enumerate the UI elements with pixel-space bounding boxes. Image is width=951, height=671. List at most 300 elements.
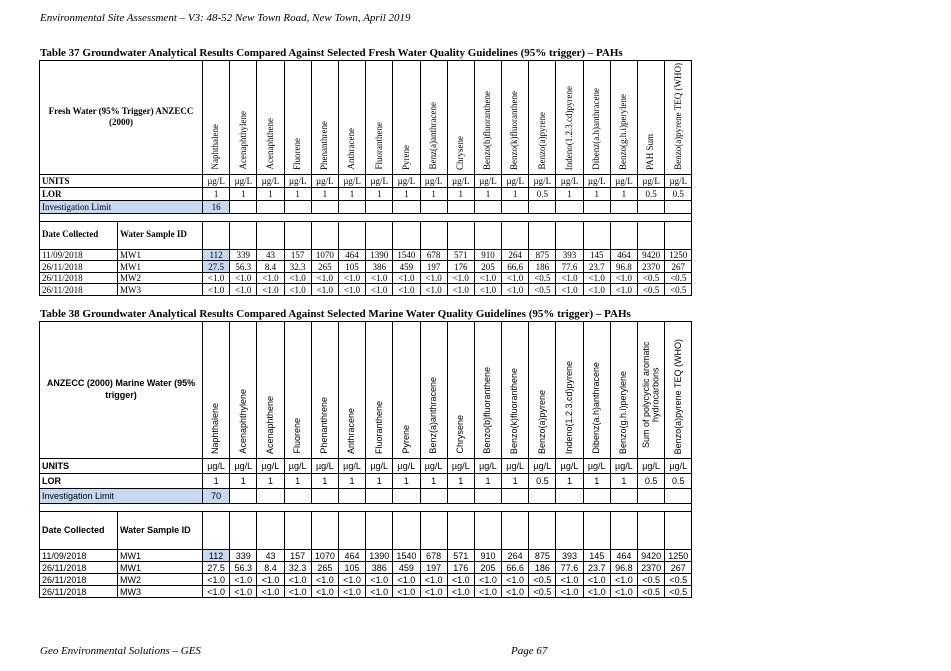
result-cell: 32.3 bbox=[284, 261, 311, 273]
result-cell: 678 bbox=[420, 550, 447, 562]
result-cell: 27.5 bbox=[203, 261, 230, 273]
lor-cell: 1 bbox=[338, 474, 365, 489]
analyte-header: Benzo(a)pyrene TEQ (WHO) bbox=[665, 61, 692, 175]
empty-header-cell bbox=[474, 512, 501, 550]
unit-cell: µg/L bbox=[366, 174, 393, 187]
lor-cell: 1 bbox=[610, 187, 637, 200]
result-cell: <1.0 bbox=[420, 272, 447, 284]
empty-header-cell bbox=[420, 221, 447, 249]
result-cell: 910 bbox=[474, 249, 501, 261]
lor-cell: 1 bbox=[502, 474, 529, 489]
empty-header-cell bbox=[447, 512, 474, 550]
empty-header-cell bbox=[610, 512, 637, 550]
analyte-header: PAH Sum bbox=[638, 61, 665, 175]
result-cell: 32.3 bbox=[284, 562, 311, 574]
result-cell: 459 bbox=[393, 562, 420, 574]
result-cell: <0.5 bbox=[665, 574, 692, 586]
investigation-limit-cell bbox=[230, 489, 257, 504]
result-cell: 264 bbox=[502, 249, 529, 261]
unit-cell: µg/L bbox=[502, 174, 529, 187]
result-cell: 205 bbox=[474, 562, 501, 574]
result-cell: <1.0 bbox=[420, 284, 447, 296]
lor-cell: 1 bbox=[203, 474, 230, 489]
result-cell: <1.0 bbox=[338, 574, 365, 586]
unit-cell: µg/L bbox=[311, 174, 338, 187]
investigation-limit-cell bbox=[556, 200, 583, 213]
analyte-header: Fluorene bbox=[284, 322, 311, 459]
units-label: UNITS bbox=[40, 459, 203, 474]
result-cell: <1.0 bbox=[311, 574, 338, 586]
empty-header-cell bbox=[610, 221, 637, 249]
empty-header-cell bbox=[447, 221, 474, 249]
empty-header-cell bbox=[556, 512, 583, 550]
analyte-header: Acenaphthene bbox=[257, 61, 284, 175]
analyte-header: Anthracene bbox=[338, 322, 365, 459]
result-cell: <0.5 bbox=[665, 586, 692, 598]
investigation-limit-cell bbox=[393, 200, 420, 213]
date-cell: 11/09/2018 bbox=[40, 249, 118, 261]
result-cell: 197 bbox=[420, 261, 447, 273]
lor-cell: 1 bbox=[610, 474, 637, 489]
result-cell: <1.0 bbox=[556, 586, 583, 598]
empty-header-cell bbox=[311, 221, 338, 249]
result-cell: <1.0 bbox=[230, 574, 257, 586]
page-header: Environmental Site Assessment – V3: 48-52 New Town Road, New Town, April 2019 bbox=[40, 12, 411, 24]
analyte-header: Benz(a)anthracene bbox=[420, 61, 447, 175]
empty-header-cell bbox=[284, 512, 311, 550]
investigation-limit-cell bbox=[502, 489, 529, 504]
unit-cell: µg/L bbox=[474, 174, 501, 187]
result-cell: 186 bbox=[529, 562, 556, 574]
date-cell: 26/11/2018 bbox=[40, 574, 118, 586]
empty-header-cell bbox=[583, 221, 610, 249]
empty-header-cell bbox=[638, 221, 665, 249]
lor-label: LOR bbox=[40, 474, 203, 489]
analyte-header: Dibenz(a.h)anthracene bbox=[583, 322, 610, 459]
result-cell: 459 bbox=[393, 261, 420, 273]
unit-cell: µg/L bbox=[338, 174, 365, 187]
lor-cell: 1 bbox=[311, 187, 338, 200]
lor-cell: 0.5 bbox=[529, 187, 556, 200]
empty-header-cell bbox=[474, 221, 501, 249]
result-cell: <1.0 bbox=[447, 272, 474, 284]
analyte-header: Phenanthrene bbox=[311, 61, 338, 175]
result-cell: <1.0 bbox=[311, 272, 338, 284]
unit-cell: µg/L bbox=[230, 459, 257, 474]
result-cell: 205 bbox=[474, 261, 501, 273]
sample-id-cell: MW1 bbox=[118, 550, 203, 562]
unit-cell: µg/L bbox=[393, 174, 420, 187]
unit-cell: µg/L bbox=[230, 174, 257, 187]
result-cell: <1.0 bbox=[556, 284, 583, 296]
lor-label: LOR bbox=[40, 187, 203, 200]
lor-cell: 0.5 bbox=[638, 187, 665, 200]
result-cell: <1.0 bbox=[393, 272, 420, 284]
result-cell: <1.0 bbox=[502, 574, 529, 586]
empty-header-cell bbox=[366, 221, 393, 249]
lor-cell: 1 bbox=[257, 187, 284, 200]
analyte-header: Benzo(a)pyrene TEQ (WHO) bbox=[665, 322, 692, 459]
unit-cell: µg/L bbox=[502, 459, 529, 474]
date-cell: 26/11/2018 bbox=[40, 562, 118, 574]
footer-page-number: Page 67 bbox=[511, 645, 548, 657]
investigation-limit-cell bbox=[393, 489, 420, 504]
result-cell: <1.0 bbox=[556, 574, 583, 586]
empty-header-cell bbox=[203, 221, 230, 249]
result-cell: <1.0 bbox=[556, 272, 583, 284]
investigation-limit-cell bbox=[610, 489, 637, 504]
investigation-limit-cell bbox=[474, 489, 501, 504]
sample-id-header: Water Sample ID bbox=[118, 221, 203, 249]
empty-header-cell bbox=[665, 221, 692, 249]
result-cell: 176 bbox=[447, 261, 474, 273]
empty-header-cell bbox=[502, 221, 529, 249]
result-cell: 464 bbox=[338, 249, 365, 261]
empty-header-cell bbox=[257, 221, 284, 249]
sample-id-cell: MW1 bbox=[118, 249, 203, 261]
unit-cell: µg/L bbox=[338, 459, 365, 474]
empty-header-cell bbox=[230, 512, 257, 550]
result-cell: <1.0 bbox=[583, 272, 610, 284]
empty-header-cell bbox=[338, 512, 365, 550]
lor-cell: 1 bbox=[556, 474, 583, 489]
investigation-limit-cell bbox=[311, 489, 338, 504]
analyte-header: Dibenz(a.h)anthracene bbox=[583, 61, 610, 175]
analyte-header: Chrysene bbox=[447, 322, 474, 459]
result-cell: <1.0 bbox=[203, 284, 230, 296]
unit-cell: µg/L bbox=[638, 174, 665, 187]
result-cell: 186 bbox=[529, 261, 556, 273]
investigation-limit-cell bbox=[529, 489, 556, 504]
result-cell: <1.0 bbox=[366, 272, 393, 284]
spacer-row bbox=[40, 504, 692, 512]
result-cell: 1250 bbox=[665, 249, 692, 261]
analyte-header: Benzo(g.h.i)perylene bbox=[610, 61, 637, 175]
result-cell: <0.5 bbox=[529, 586, 556, 598]
result-cell: <1.0 bbox=[610, 574, 637, 586]
lor-cell: 1 bbox=[257, 474, 284, 489]
lor-cell: 1 bbox=[502, 187, 529, 200]
marine-water-results-table bbox=[39, 321, 692, 598]
result-cell: 27.5 bbox=[203, 562, 230, 574]
result-cell: <0.5 bbox=[638, 586, 665, 598]
result-cell: <1.0 bbox=[502, 272, 529, 284]
unit-cell: µg/L bbox=[638, 459, 665, 474]
result-cell: <1.0 bbox=[366, 586, 393, 598]
result-cell: 66.6 bbox=[502, 562, 529, 574]
investigation-limit-cell bbox=[638, 200, 665, 213]
result-cell: 386 bbox=[366, 261, 393, 273]
sample-id-cell: MW2 bbox=[118, 574, 203, 586]
result-cell: <0.5 bbox=[638, 574, 665, 586]
unit-cell: µg/L bbox=[474, 459, 501, 474]
result-cell: <0.5 bbox=[665, 284, 692, 296]
empty-header-cell bbox=[502, 512, 529, 550]
result-cell: <1.0 bbox=[366, 284, 393, 296]
result-cell: 678 bbox=[420, 249, 447, 261]
result-cell: <1.0 bbox=[474, 574, 501, 586]
result-cell: <1.0 bbox=[502, 284, 529, 296]
analyte-header: Indeno(1.2.3.cd)pyrene bbox=[556, 61, 583, 175]
result-cell: <1.0 bbox=[610, 272, 637, 284]
analyte-header: Benzo(a)pyrene bbox=[529, 61, 556, 175]
result-cell: <1.0 bbox=[502, 586, 529, 598]
result-cell: 464 bbox=[610, 249, 637, 261]
result-cell: 8.4 bbox=[257, 261, 284, 273]
unit-cell: µg/L bbox=[583, 174, 610, 187]
result-cell: 1540 bbox=[393, 550, 420, 562]
fresh-water-results-table bbox=[39, 60, 692, 296]
table-row bbox=[40, 249, 692, 261]
result-cell: <1.0 bbox=[393, 284, 420, 296]
empty-header-cell bbox=[203, 512, 230, 550]
investigation-limit-cell: 70 bbox=[203, 489, 230, 504]
empty-header-cell bbox=[529, 512, 556, 550]
result-cell: 1250 bbox=[665, 550, 692, 562]
result-cell: <0.5 bbox=[638, 284, 665, 296]
table-row bbox=[40, 574, 692, 586]
result-cell: 197 bbox=[420, 562, 447, 574]
result-cell: <1.0 bbox=[474, 272, 501, 284]
result-cell: 145 bbox=[583, 550, 610, 562]
unit-cell: µg/L bbox=[420, 174, 447, 187]
table38-caption: Table 38 Groundwater Analytical Results Compared Against Selected Marine Water Quality Guidelines (95% trigger) – PAHs bbox=[40, 308, 631, 320]
result-cell: <1.0 bbox=[338, 272, 365, 284]
result-cell: 393 bbox=[556, 550, 583, 562]
empty-header-cell bbox=[366, 512, 393, 550]
investigation-limit-cell bbox=[366, 200, 393, 213]
result-cell: 56.3 bbox=[230, 562, 257, 574]
empty-header-cell bbox=[338, 221, 365, 249]
result-cell: 23.7 bbox=[583, 562, 610, 574]
result-cell: <1.0 bbox=[257, 586, 284, 598]
result-cell: <1.0 bbox=[338, 586, 365, 598]
table-row bbox=[40, 586, 692, 598]
empty-header-cell bbox=[257, 512, 284, 550]
investigation-limit-label: Investigation Limit bbox=[40, 489, 118, 504]
unit-cell: µg/L bbox=[284, 459, 311, 474]
result-cell: <1.0 bbox=[311, 586, 338, 598]
investigation-limit-cell bbox=[447, 489, 474, 504]
investigation-limit-cell bbox=[583, 489, 610, 504]
unit-cell: µg/L bbox=[665, 459, 692, 474]
result-cell: <1.0 bbox=[420, 586, 447, 598]
result-cell: 23.7 bbox=[583, 261, 610, 273]
unit-cell: µg/L bbox=[203, 174, 230, 187]
lor-cell: 1 bbox=[338, 187, 365, 200]
investigation-limit-cell bbox=[610, 200, 637, 213]
lor-cell: 1 bbox=[447, 187, 474, 200]
unit-cell: µg/L bbox=[203, 459, 230, 474]
result-cell: <1.0 bbox=[230, 284, 257, 296]
analyte-header: Pyrene bbox=[393, 322, 420, 459]
result-cell: 105 bbox=[338, 261, 365, 273]
unit-cell: µg/L bbox=[529, 174, 556, 187]
investigation-limit-cell bbox=[311, 200, 338, 213]
result-cell: <1.0 bbox=[393, 586, 420, 598]
result-cell: <1.0 bbox=[257, 574, 284, 586]
lor-cell: 1 bbox=[366, 187, 393, 200]
result-cell: 2370 bbox=[638, 562, 665, 574]
footer-company: Geo Environmental Solutions – GES bbox=[40, 645, 201, 657]
analyte-header: Benzo(g.h.i)perylene bbox=[610, 322, 637, 459]
result-cell: <1.0 bbox=[284, 284, 311, 296]
unit-cell: µg/L bbox=[556, 174, 583, 187]
date-cell: 26/11/2018 bbox=[40, 284, 118, 296]
result-cell: 264 bbox=[502, 550, 529, 562]
investigation-limit-cell bbox=[338, 489, 365, 504]
investigation-limit-cell bbox=[447, 200, 474, 213]
investigation-limit-spacer bbox=[118, 489, 203, 504]
result-cell: <1.0 bbox=[203, 574, 230, 586]
result-cell: <1.0 bbox=[230, 586, 257, 598]
analyte-header: Benzo(b)fluoranthene bbox=[474, 322, 501, 459]
lor-cell: 1 bbox=[583, 474, 610, 489]
unit-cell: µg/L bbox=[556, 459, 583, 474]
investigation-limit-cell bbox=[257, 489, 284, 504]
result-cell: <1.0 bbox=[393, 574, 420, 586]
lor-cell: 1 bbox=[447, 474, 474, 489]
result-cell: 77.6 bbox=[556, 261, 583, 273]
investigation-limit-cell bbox=[284, 200, 311, 213]
result-cell: 105 bbox=[338, 562, 365, 574]
investigation-limit-cell bbox=[638, 489, 665, 504]
empty-header-cell bbox=[583, 512, 610, 550]
result-cell: 96.8 bbox=[610, 261, 637, 273]
date-cell: 26/11/2018 bbox=[40, 272, 118, 284]
result-cell: <1.0 bbox=[230, 272, 257, 284]
lor-cell: 1 bbox=[203, 187, 230, 200]
analyte-header: Benz(a)anthracene bbox=[420, 322, 447, 459]
result-cell: 43 bbox=[257, 550, 284, 562]
result-cell: 77.6 bbox=[556, 562, 583, 574]
investigation-limit-cell bbox=[529, 200, 556, 213]
sample-id-cell: MW3 bbox=[118, 284, 203, 296]
spacer-row bbox=[40, 213, 692, 221]
unit-cell: µg/L bbox=[420, 459, 447, 474]
result-cell: 145 bbox=[583, 249, 610, 261]
analyte-header: Naphthalene bbox=[203, 61, 230, 175]
lor-cell: 1 bbox=[420, 474, 447, 489]
investigation-limit-cell: 16 bbox=[203, 200, 230, 213]
result-cell: <1.0 bbox=[338, 284, 365, 296]
investigation-limit-cell bbox=[556, 489, 583, 504]
result-cell: 339 bbox=[230, 249, 257, 261]
empty-header-cell bbox=[420, 512, 447, 550]
unit-cell: µg/L bbox=[257, 459, 284, 474]
sample-id-cell: MW2 bbox=[118, 272, 203, 284]
result-cell: <1.0 bbox=[610, 284, 637, 296]
investigation-limit-cell bbox=[230, 200, 257, 213]
result-cell: 386 bbox=[366, 562, 393, 574]
empty-header-cell bbox=[393, 512, 420, 550]
result-cell: 56.3 bbox=[230, 261, 257, 273]
investigation-limit-cell bbox=[420, 200, 447, 213]
unit-cell: µg/L bbox=[610, 459, 637, 474]
lor-cell: 1 bbox=[284, 474, 311, 489]
analyte-header: Acenaphthylene bbox=[230, 61, 257, 175]
result-cell: 1070 bbox=[311, 249, 338, 261]
date-collected-header: Date Collected bbox=[40, 221, 118, 249]
analyte-header: Fluoranthene bbox=[366, 61, 393, 175]
result-cell: 176 bbox=[447, 562, 474, 574]
analyte-header: Acenaphthene bbox=[257, 322, 284, 459]
unit-cell: µg/L bbox=[610, 174, 637, 187]
result-cell: 875 bbox=[529, 249, 556, 261]
result-cell: <1.0 bbox=[420, 574, 447, 586]
result-cell: <1.0 bbox=[284, 586, 311, 598]
lor-cell: 1 bbox=[393, 474, 420, 489]
result-cell: 2370 bbox=[638, 261, 665, 273]
table-title: Fresh Water (95% Trigger) ANZECC (2000) bbox=[40, 61, 203, 175]
result-cell: <1.0 bbox=[284, 574, 311, 586]
unit-cell: µg/L bbox=[393, 459, 420, 474]
result-cell: 571 bbox=[447, 249, 474, 261]
table-row bbox=[40, 284, 692, 296]
result-cell: 112 bbox=[203, 249, 230, 261]
result-cell: <1.0 bbox=[474, 284, 501, 296]
result-cell: 1070 bbox=[311, 550, 338, 562]
analyte-header: Acenaphthylene bbox=[230, 322, 257, 459]
result-cell: 96.8 bbox=[610, 562, 637, 574]
date-cell: 26/11/2018 bbox=[40, 586, 118, 598]
unit-cell: µg/L bbox=[257, 174, 284, 187]
investigation-limit-label: Investigation Limit bbox=[40, 200, 118, 213]
table-row bbox=[40, 562, 692, 574]
analyte-header: Naphthalene bbox=[203, 322, 230, 459]
result-cell: <0.5 bbox=[529, 272, 556, 284]
empty-header-cell bbox=[556, 221, 583, 249]
sample-id-header: Water Sample ID bbox=[118, 512, 203, 550]
analyte-header: Sum of polycyclic aromatic hydrocarbons bbox=[638, 322, 665, 459]
units-label: UNITS bbox=[40, 174, 203, 187]
result-cell: <1.0 bbox=[203, 586, 230, 598]
sample-id-cell: MW1 bbox=[118, 562, 203, 574]
result-cell: 339 bbox=[230, 550, 257, 562]
result-cell: 393 bbox=[556, 249, 583, 261]
unit-cell: µg/L bbox=[447, 459, 474, 474]
analyte-header: Benzo(b)fluoranthene bbox=[474, 61, 501, 175]
analyte-header: Benzo(k)fluoranthene bbox=[502, 322, 529, 459]
analyte-header: Indeno(1.2.3.cd)pyrene bbox=[556, 322, 583, 459]
date-collected-header: Date Collected bbox=[40, 512, 118, 550]
result-cell: <1.0 bbox=[257, 272, 284, 284]
investigation-limit-cell bbox=[366, 489, 393, 504]
investigation-limit-cell bbox=[474, 200, 501, 213]
result-cell: 267 bbox=[665, 562, 692, 574]
lor-cell: 1 bbox=[366, 474, 393, 489]
analyte-header: Fluoranthene bbox=[366, 322, 393, 459]
table-row bbox=[40, 261, 692, 273]
unit-cell: µg/L bbox=[447, 174, 474, 187]
lor-cell: 1 bbox=[284, 187, 311, 200]
result-cell: 43 bbox=[257, 249, 284, 261]
investigation-limit-cell bbox=[583, 200, 610, 213]
investigation-limit-cell bbox=[665, 489, 692, 504]
lor-cell: 1 bbox=[230, 474, 257, 489]
empty-header-cell bbox=[393, 221, 420, 249]
result-cell: <1.0 bbox=[203, 272, 230, 284]
empty-header-cell bbox=[230, 221, 257, 249]
table37-caption: Table 37 Groundwater Analytical Results Compared Against Selected Fresh Water Quality Guidelines (95% trigger) – PAHs bbox=[40, 47, 623, 59]
lor-cell: 1 bbox=[230, 187, 257, 200]
lor-cell: 1 bbox=[583, 187, 610, 200]
unit-cell: µg/L bbox=[583, 459, 610, 474]
result-cell: 571 bbox=[447, 550, 474, 562]
unit-cell: µg/L bbox=[311, 459, 338, 474]
result-cell: <0.5 bbox=[529, 574, 556, 586]
result-cell: 910 bbox=[474, 550, 501, 562]
